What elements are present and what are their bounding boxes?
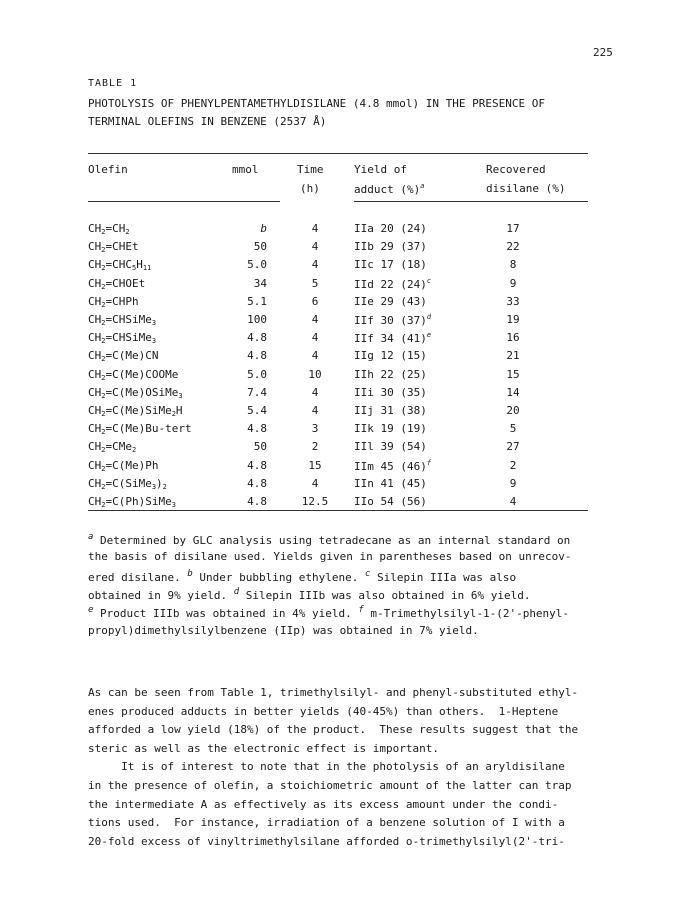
time-cell: 4: [311, 240, 319, 254]
mmol-cell: 100: [247, 313, 267, 326]
body-line: As can be seen from Table 1, trimethylsilyl- and phenyl-substituted ethyl-: [88, 686, 579, 699]
footnote-text: Silepin IIIb was also obtained in 6% yield.: [239, 588, 531, 602]
olefin-cell: [88, 495, 176, 509]
yield-cell: [354, 277, 431, 291]
table-top-rule: [88, 153, 588, 154]
header-recovered: Recovered: [486, 163, 546, 176]
olefin-cell: [88, 386, 183, 400]
olefin-text: CH: [88, 458, 102, 472]
yield-text: IIh 22 (25): [354, 367, 427, 381]
table-title-line-1: PHOTOLYSIS OF PHENYLPENTAMETHYLDISILANE (4.8 mmol) IN THE PRESENCE OF: [88, 97, 545, 110]
time-cell: 10: [308, 367, 322, 381]
olefin-cell: [88, 277, 145, 291]
olefin-text: =CHSiMe: [105, 313, 152, 326]
yield-text: IIc 17 (18): [354, 258, 427, 272]
olefin-text: CH: [88, 349, 102, 363]
olefin-text: =CHOEt: [105, 276, 146, 290]
yield-cell: [354, 404, 427, 417]
olefin-subscript: 3: [178, 391, 183, 400]
olefin-subscript: 2: [101, 228, 106, 236]
time-cell: 2: [311, 440, 319, 454]
recovered-cell: 9: [509, 476, 517, 490]
olefin-text: =C(Ph)SiMe: [105, 495, 172, 508]
body-line: 20-fold excess of vinyltrimethylsilane afforded o-trimethylsilyl(2'-tri-: [88, 834, 565, 848]
yield-text: IIe 29 (43): [354, 294, 427, 308]
time-cell: 4: [311, 258, 319, 272]
header-olefin: Olefin: [88, 163, 128, 176]
olefin-text: CH: [88, 258, 102, 272]
footnote-text: Determined by GLC analysis using tetradecane as an internal standard on: [93, 534, 571, 547]
header-time-unit: (h): [300, 182, 320, 195]
olefin-subscript: 2: [101, 410, 106, 418]
footnote-mark: e: [88, 605, 94, 616]
olefin-subscript: 11: [142, 264, 152, 273]
mmol-cell: 5.1: [247, 294, 267, 308]
olefin-cell: [88, 222, 130, 236]
header-rule-right: [354, 201, 588, 202]
olefin-cell: [88, 331, 156, 345]
olefin-text: CH: [88, 422, 102, 436]
olefin-subscript: 2: [101, 446, 106, 455]
yield-cell: [354, 222, 427, 235]
olefin-text: =CMe: [105, 440, 132, 454]
table-label: TABLE 1: [88, 78, 138, 89]
header-yield: Yield of: [354, 163, 407, 176]
yield-text: IIo 54 (56): [354, 495, 427, 508]
mmol-cell: 4.8: [247, 331, 267, 345]
olefin-text: CH: [88, 367, 102, 381]
time-cell: 6: [311, 294, 319, 308]
olefin-subscript: 2: [101, 464, 106, 473]
olefin-text: =C(Me)Ph: [105, 458, 159, 472]
yield-cell: [354, 422, 427, 435]
yield-text: IIf 34 (41): [354, 332, 427, 346]
footnote-line: [88, 587, 531, 602]
footnote-text: ered disilane.: [88, 570, 188, 584]
olefin-subscript: 3: [151, 482, 157, 491]
olefin-subscript: 2: [101, 428, 106, 437]
olefin-subscript: 2: [101, 355, 106, 364]
olefin-subscript: 2: [101, 482, 106, 491]
olefin-text: CH: [88, 240, 102, 254]
yield-text: IIb 29 (37): [354, 240, 427, 254]
olefin-subscript: 2: [101, 337, 106, 346]
recovered-cell: 21: [506, 349, 520, 363]
body-line: steric as well as the electronic effect is important.: [88, 741, 439, 755]
olefin-cell: [88, 404, 183, 418]
footnote-mark: d: [233, 586, 240, 597]
yield-footnote-mark: f: [426, 458, 432, 467]
olefin-text: =CHPh: [105, 294, 139, 308]
olefin-text: =C(SiMe: [105, 476, 152, 490]
olefin-cell: [88, 240, 139, 254]
body-line: tions used. For instance, irradiation of a benzene solution of I with a: [88, 816, 565, 830]
body-line: It is of interest to note that in the photolysis of an aryldisilane: [88, 760, 565, 774]
recovered-cell: 19: [506, 313, 520, 326]
olefin-text: =C(Me)CN: [105, 349, 159, 363]
mmol-cell: 4.8: [247, 422, 267, 436]
yield-text: IIf 30 (37): [354, 314, 427, 327]
mmol-cell: 4.8: [247, 349, 267, 363]
olefin-cell: [88, 422, 192, 436]
header-mmol: mmol: [232, 163, 259, 176]
olefin-text: CH: [88, 476, 102, 490]
olefin-cell: [88, 295, 139, 309]
recovered-cell: 15: [506, 367, 520, 381]
footnote-line: [88, 550, 571, 563]
footnote-line: [88, 532, 570, 547]
footnote-text: the basis of disilane used. Yields given in parentheses based on unrecov-: [88, 550, 572, 564]
olefin-text: CH: [88, 440, 102, 454]
olefin-cell: [88, 477, 167, 491]
footnote-mark: b: [187, 568, 193, 579]
mmol-cell: 50: [253, 240, 267, 254]
yield-cell: [354, 440, 427, 453]
yield-text: IIk 19 (19): [354, 422, 427, 436]
yield-text: IIm 45 (46): [354, 459, 427, 473]
footnote-line: [88, 624, 479, 637]
footnote-text: Product IIIb was obtained in 4% yield.: [93, 607, 359, 621]
yield-text: IIi 30 (35): [354, 385, 427, 399]
footnote-mark: a: [88, 532, 94, 542]
page-number: 225: [593, 46, 613, 59]
recovered-cell: 14: [506, 385, 520, 399]
yield-text: IIa 20 (24): [354, 222, 427, 235]
yield-cell: [354, 258, 427, 271]
recovered-cell: 33: [506, 294, 520, 308]
yield-cell: [354, 240, 427, 253]
yield-text: IIl 39 (54): [354, 440, 427, 454]
time-cell: 4: [311, 385, 319, 399]
mmol-cell: b: [260, 222, 267, 235]
olefin-text: =CH: [105, 222, 126, 235]
footnote-text: m-Trimethylsilyl-1-(2'-phenyl-: [363, 607, 570, 621]
olefin-text: ): [156, 476, 163, 490]
time-cell: 4: [311, 404, 319, 417]
recovered-cell: 20: [506, 404, 520, 417]
time-cell: 4: [311, 349, 319, 363]
time-cell: 4: [311, 313, 319, 326]
mmol-cell: 5.0: [247, 258, 267, 272]
olefin-subscript: 2: [101, 391, 106, 400]
mmol-cell: 5.4: [247, 404, 267, 417]
yield-cell: [354, 368, 427, 381]
olefin-subscript: 2: [131, 446, 137, 455]
mmol-cell: 4.8: [247, 458, 267, 472]
mmol-cell: 50: [253, 440, 267, 454]
recovered-cell: 8: [509, 258, 517, 272]
olefin-subscript: 2: [101, 246, 106, 255]
table-bottom-rule: [88, 510, 588, 511]
mmol-cell: 34: [253, 276, 267, 290]
recovered-cell: 17: [506, 222, 520, 235]
olefin-subscript: 2: [162, 482, 167, 491]
recovered-cell: 5: [509, 422, 517, 436]
olefin-cell: [88, 459, 158, 473]
olefin-text: CH: [88, 404, 102, 417]
olefin-text: CH: [88, 222, 102, 235]
olefin-text: CH: [88, 495, 102, 508]
yield-cell: [354, 349, 427, 362]
header-time: Time: [297, 163, 324, 176]
header-recovered-unit: disilane (%): [486, 182, 566, 195]
yield-text: IIn 41 (45): [354, 476, 427, 490]
yield-cell: [354, 331, 431, 345]
olefin-subscript: 2: [101, 264, 106, 273]
footnote-text: obtained in 9% yield.: [88, 588, 234, 602]
olefin-text: CH: [88, 331, 102, 345]
olefin-cell: [88, 258, 151, 272]
yield-footnote-mark: c: [426, 276, 432, 285]
olefin-text: H: [136, 258, 143, 272]
mmol-cell: 4.8: [247, 495, 267, 508]
recovered-cell: 22: [506, 240, 520, 254]
olefin-cell: [88, 368, 178, 382]
olefin-subscript: 2: [125, 228, 130, 236]
recovered-cell: 2: [509, 458, 517, 472]
recovered-cell: 27: [506, 440, 520, 454]
yield-footnote-mark: e: [426, 331, 432, 340]
footnote-text: Under bubbling ethylene.: [192, 570, 365, 584]
footnote-mark: f: [358, 605, 364, 616]
footnote-text: Silepin IIIa was also: [370, 570, 517, 584]
olefin-text: =CHSiMe: [105, 331, 152, 345]
olefin-text: H: [175, 404, 183, 417]
body-line: the intermediate A as effectively as its excess amount under the condi-: [88, 797, 559, 811]
recovered-cell: 4: [509, 495, 517, 508]
mmol-cell: 5.0: [247, 367, 267, 381]
olefin-text: =C(Me)OSiMe: [105, 385, 179, 399]
yield-text: IIj 31 (38): [354, 404, 427, 417]
footnote-mark: c: [364, 568, 371, 579]
yield-cell: [354, 495, 427, 508]
olefin-text: =C(Me)Bu-tert: [105, 422, 192, 436]
time-cell: 4: [311, 222, 319, 235]
olefin-text: =C(Me)SiMe: [105, 404, 172, 417]
olefin-subscript: 5: [131, 264, 137, 273]
yield-cell: [354, 477, 427, 490]
body-line: afforded a low yield (18%) of the product. These results suggest that the: [88, 723, 579, 737]
olefin-subscript: 2: [101, 300, 106, 309]
mmol-cell: 7.4: [247, 385, 267, 399]
recovered-cell: 9: [509, 276, 517, 290]
yield-footnote-mark: d: [426, 313, 432, 321]
yield-text: IId 22 (24): [354, 277, 427, 291]
olefin-text: CH: [88, 294, 102, 308]
olefin-text: =C(Me)COOMe: [105, 367, 179, 381]
olefin-subscript: 3: [151, 319, 157, 327]
olefin-cell: [88, 313, 156, 327]
body-line: enes produced adducts in better yields (40-45%) than others. 1-Heptene: [88, 704, 559, 718]
olefin-subscript: 2: [101, 373, 106, 382]
footnote-line: [88, 569, 516, 584]
time-cell: 4: [311, 331, 319, 345]
table-title-line-2: TERMINAL OLEFINS IN BENZENE (2537 Å): [88, 115, 327, 128]
yield-text: IIg 12 (15): [354, 349, 427, 363]
olefin-subscript: 3: [151, 337, 157, 346]
olefin-cell: [88, 440, 136, 454]
header-yield-footnote-mark: a: [420, 182, 425, 190]
olefin-cell: [88, 349, 158, 363]
yield-cell: [354, 295, 427, 308]
recovered-cell: 16: [506, 331, 520, 345]
olefin-subscript: 2: [171, 410, 176, 418]
olefin-text: =CHC: [105, 258, 132, 272]
header-yield-unit: adduct (%)$^a$: [354, 182, 425, 196]
footnote-line: [88, 605, 569, 620]
mmol-cell: 4.8: [247, 476, 267, 490]
time-cell: 5: [311, 276, 319, 290]
yield-cell: [354, 313, 431, 327]
time-cell: 15: [308, 458, 322, 472]
header-rule-left: [88, 201, 280, 202]
olefin-subscript: 2: [101, 282, 106, 291]
yield-cell: [354, 386, 427, 399]
olefin-text: CH: [88, 276, 102, 290]
olefin-text: CH: [88, 313, 102, 326]
body-line: in the presence of olefin, a stoichiometric amount of the latter can trap: [88, 779, 572, 792]
olefin-text: =CHEt: [105, 240, 139, 254]
olefin-subscript: 2: [101, 319, 106, 327]
olefin-subscript: 3: [171, 501, 176, 509]
olefin-subscript: 2: [101, 501, 106, 509]
time-cell: 4: [311, 476, 319, 490]
footnote-text: propyl)dimethylsilylbenzene (IIp) was obtained in 7% yield.: [88, 623, 479, 637]
time-cell: 12.5: [301, 495, 329, 508]
olefin-text: CH: [88, 385, 102, 399]
yield-cell: [354, 459, 431, 473]
time-cell: 3: [311, 422, 319, 436]
